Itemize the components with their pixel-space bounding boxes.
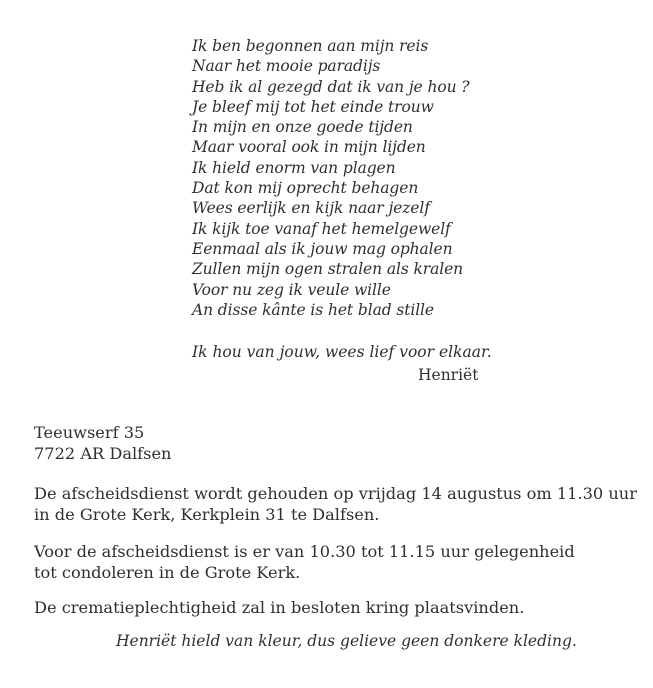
address — [34, 423, 171, 464]
address-street: Teeuwserf 35 — [34, 423, 145, 442]
poem-line: Ik hield enorm van plagen — [192, 158, 396, 177]
poem-closing: Ik hou van jouw, wees lief voor elkaar. — [192, 343, 492, 361]
poem-line: Dat kon mij oprecht behagen — [192, 179, 419, 198]
poem — [192, 36, 612, 320]
poem-line: Eenmaal als ik jouw mag ophalen — [192, 239, 453, 258]
poem-line: Zullen mijn ogen stralen als kralen — [192, 260, 464, 279]
poem-line: Naar het mooie paradijs — [192, 57, 381, 76]
condolence-line: tot condoleren in de Grote Kerk. — [34, 562, 301, 582]
address-city: 7722 AR Dalfsen — [34, 443, 172, 463]
service-info — [34, 484, 637, 525]
service-line: in de Grote Kerk, Kerkplein 31 te Dalfsen. — [34, 504, 380, 524]
dresscode-note: Henriët hield van kleur, dus gelieve geen donkere kleding. — [116, 632, 577, 650]
poem-line: Maar vooral ook in mijn lijden — [192, 138, 426, 157]
poem-line: Ik kijk toe vanaf het hemelgewelf — [192, 219, 451, 238]
poem-line: Je bleef mij tot het einde trouw — [192, 97, 434, 116]
poem-line: In mijn en onze goede tijden — [192, 118, 413, 137]
cremation-info: De crematieplechtigheid zal in besloten kring plaatsvinden. — [34, 598, 525, 617]
poem-line: Wees eerlijk en kijk naar jezelf — [192, 199, 430, 218]
signature: Henriët — [418, 366, 479, 384]
condolence-line: Voor de afscheidsdienst is er van 10.30 tot 11.15 uur gelegenheid — [34, 542, 575, 561]
poem-line: Heb ik al gezegd dat ik van je hou ? — [192, 77, 470, 96]
condolence-info — [34, 542, 575, 583]
poem-line: Ik ben begonnen aan mijn reis — [192, 37, 429, 55]
poem-line: An disse kânte is het blad stille — [192, 300, 434, 319]
poem-line: Voor nu zeg ik veule wille — [192, 280, 391, 299]
service-line: De afscheidsdienst wordt gehouden op vrijdag 14 augustus om 11.30 uur — [34, 484, 637, 503]
